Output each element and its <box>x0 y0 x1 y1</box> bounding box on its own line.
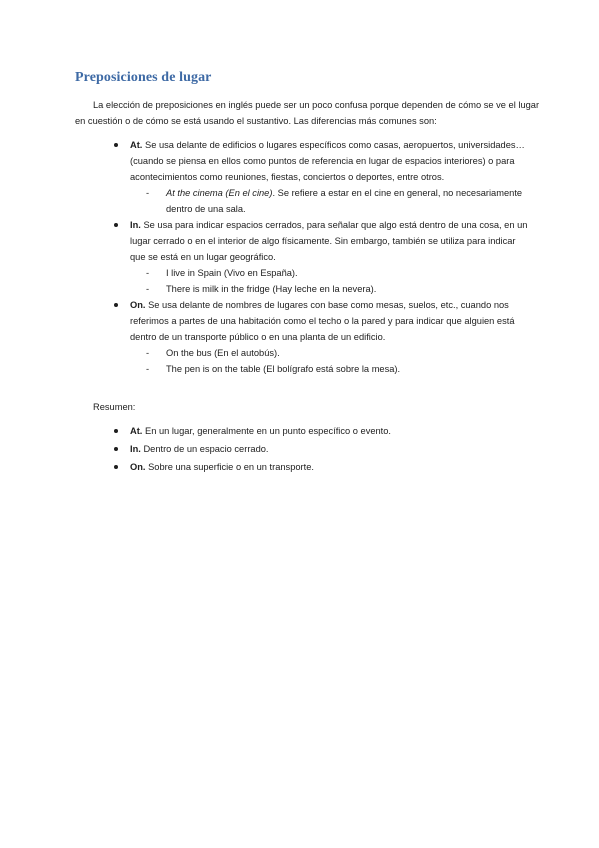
term-at: At. <box>130 140 143 150</box>
summary-term: In. <box>130 444 141 454</box>
preposition-list <box>112 137 532 377</box>
description-on: Se usa delante de nombres de lugares con base como mesas, suelos, etc., cuando nos referimos a partes de una habitación como el techo o la pared y para indicar que alguien está dentro de un transporte público o en una planta de un edificio. <box>130 300 515 342</box>
examples-on <box>130 345 532 377</box>
summary-item-in <box>112 440 532 458</box>
example-item <box>130 281 532 297</box>
summary-text: Sobre una superficie o en un transporte. <box>145 462 314 472</box>
summary-item-on <box>112 458 532 476</box>
summary-item-at <box>112 422 532 440</box>
summary-term: On. <box>130 462 146 472</box>
example-text: On the bus (En el autobús). <box>166 348 280 358</box>
example-text: There is milk in the fridge (Hay leche en la nevera). <box>166 284 377 294</box>
example-item <box>130 265 532 281</box>
example-item <box>130 345 532 361</box>
summary-term: At. <box>130 426 143 436</box>
summary-list <box>112 422 532 476</box>
list-item-at <box>112 137 532 217</box>
example-italic: At the cinema (En el cine) <box>166 188 273 198</box>
intro-paragraph: La elección de preposiciones en inglés puede ser un poco confusa porque dependen de cómo se ve el lugar en cuestión o de cómo se está usando el sustantivo. Las diferencias más comunes son: <box>75 100 540 126</box>
term-on: On. <box>130 300 146 310</box>
description-in: Se usa para indicar espacios cerrados, para señalar que algo está dentro de una cosa, en un lugar cerrado o en el interior de algo físicamente. Sin embargo, también se utiliza para indicar que se está en un lugar geográfico. <box>130 220 528 262</box>
example-item <box>130 361 532 377</box>
summary-heading: Resumen: <box>93 402 136 412</box>
summary-text: En un lugar, generalmente en un punto específico o evento. <box>142 426 392 436</box>
example-item <box>130 185 532 217</box>
list-item-on <box>112 297 532 377</box>
examples-at <box>130 185 532 217</box>
term-in: In. <box>130 220 141 230</box>
summary-text: Dentro de un espacio cerrado. <box>140 444 269 454</box>
description-at: Se usa delante de edificios o lugares específicos como casas, aeropuertos, universidades… (cuando se piensa en ellos como puntos de referencia en lugar de espacios interiores) o para acontecimientos como reuniones, fiestas, conciertos o deportes, entre otros. <box>130 140 525 182</box>
example-text: . Se refiere a estar en el cine en general, no necesariamente dentro de una sala. <box>166 188 523 214</box>
example-text: I live in Spain (Vivo en España). <box>166 268 298 278</box>
page-title: Preposiciones de lugar <box>75 70 212 85</box>
list-item-in <box>112 217 532 297</box>
example-text: The pen is on the table (El bolígrafo está sobre la mesa). <box>166 364 401 374</box>
examples-in <box>130 265 532 297</box>
